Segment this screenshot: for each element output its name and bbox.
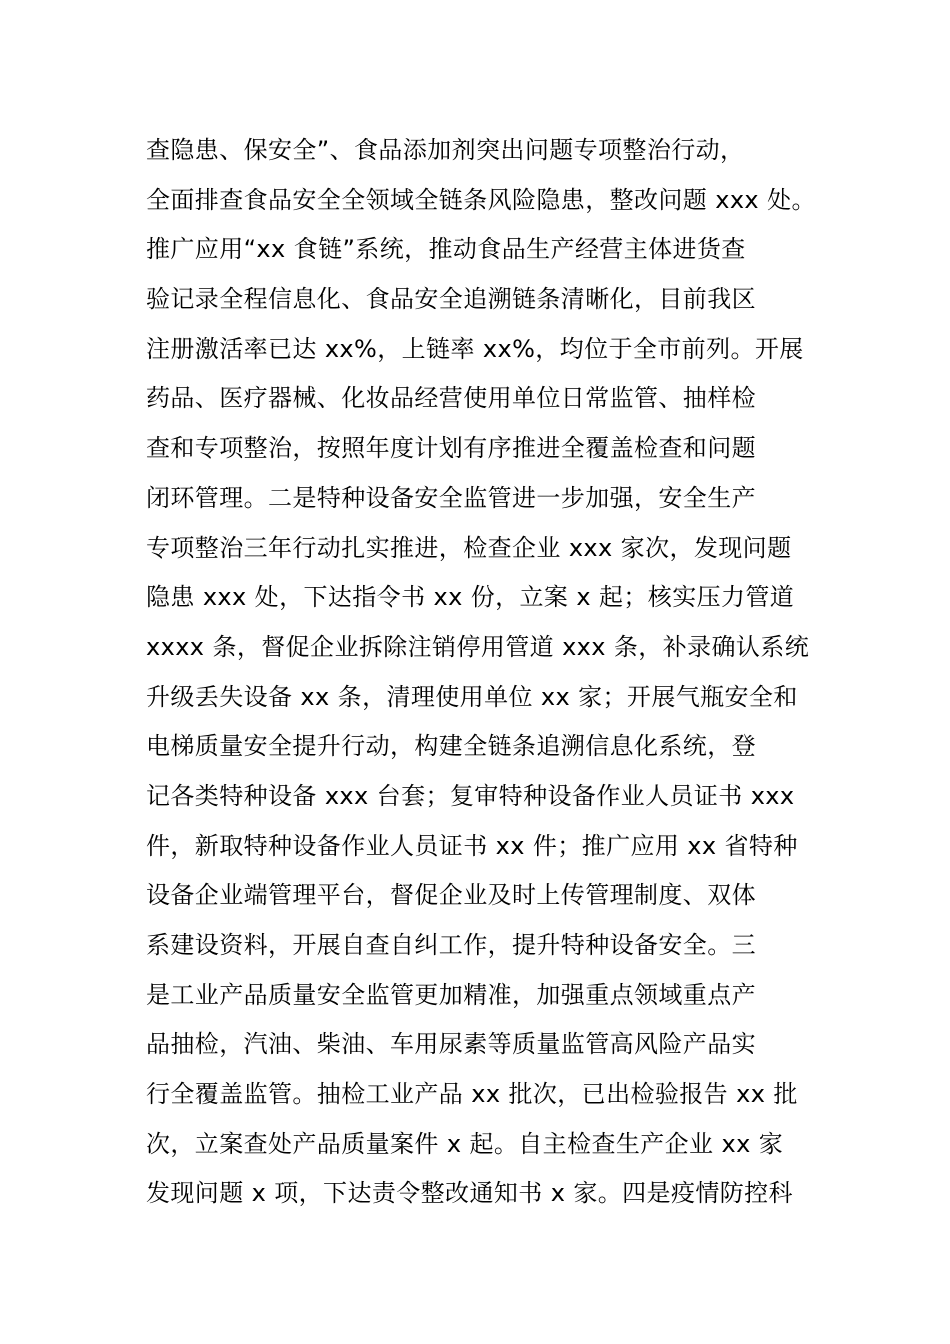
text-line: xxxx 条，督促企业拆除注销停用管道 xxx 条，补录确认系统 [146,632,810,661]
text-line: 设备企业端管理平台，督促企业及时上传管理制度、双体 [146,881,756,910]
text-line: 行全覆盖监管。抽检工业产品 xx 批次，已出检验报告 xx 批 [146,1080,798,1109]
text-line: 次，立案查处产品质量案件 x 起。自主检查生产企业 xx 家 [146,1129,784,1158]
text-line: 全面排查食品安全全领域全链条风险隐患，整改问题 xxx 处。 [146,185,816,214]
text-line: 专项整治三年行动扎实推进，检查企业 xxx 家次，发现问题 [146,533,792,562]
text-line: 查和专项整治，按照年度计划有序推进全覆盖检查和问题 [146,434,756,463]
text-line: 注册激活率已达 xx%，上链率 xx%，均位于全市前列。开展 [146,334,804,363]
text-line: 升级丢失设备 xx 条，清理使用单位 xx 家；开展气瓶安全和 [146,682,798,711]
text-line: 件，新取特种设备作业人员证书 xx 件；推广应用 xx 省特种 [146,831,798,860]
text-line: 验记录全程信息化、食品安全追溯链条清晰化，目前我区 [146,285,756,314]
text-line: 闭环管理。二是特种设备安全监管进一步加强，安全生产 [146,483,756,512]
text-line: 系建设资料，开展自查自纠工作，提升特种设备安全。三 [146,931,756,959]
text-line: 隐患 xxx 处，下达指令书 xx 份，立案 x 起；核实压力管道 [146,583,795,612]
text-line: 推广应用“xx 食链”系统，推动食品生产经营主体进货查 [146,235,746,264]
body-text [146,130,846,1223]
text-line: 是工业产品质量安全监管更加精准，加强重点领域重点产 [146,980,756,1009]
text-line: 查隐患、保安全”、食品添加剂突出问题专项整治行动， [146,136,745,164]
text-line: 发现问题 x 项，下达责令整改通知书 x 家。四是疫情防控科 [146,1179,793,1208]
text-line: 药品、医疗器械、化妆品经营使用单位日常监管、抽样检 [146,384,756,413]
text-line: 品抽检，汽油、柴油、车用尿素等质量监管高风险产品实 [146,1030,756,1059]
text-line: 记各类特种设备 xxx 台套；复审特种设备作业人员证书 xxx [146,781,795,810]
text-line: 电梯质量安全提升行动，构建全链条追溯信息化系统，登 [146,732,756,761]
